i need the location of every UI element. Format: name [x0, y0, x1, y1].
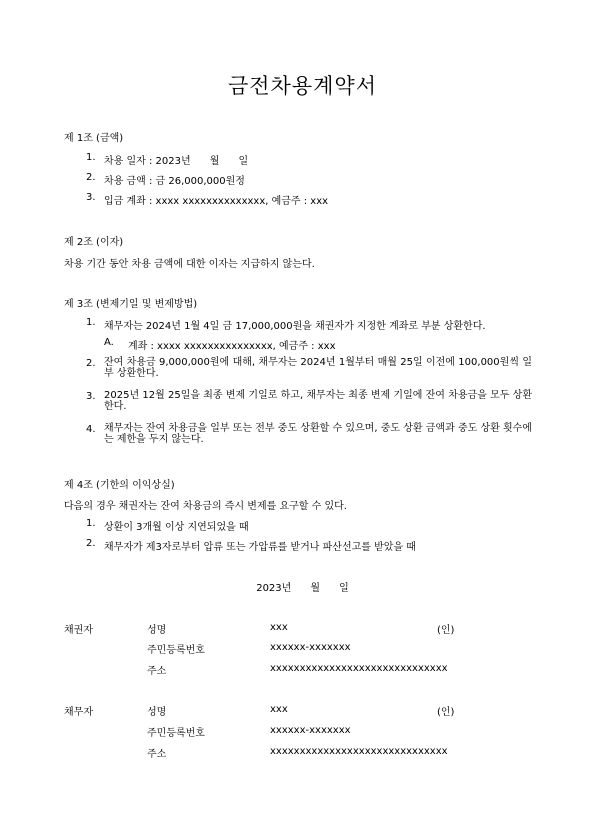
article1-item2-num: 2. [86, 172, 96, 183]
debtor-id-value: xxxxxx-xxxxxxx [270, 725, 351, 736]
debtor-seal: (인) [437, 707, 455, 718]
article3-item4-num: 4. [86, 424, 96, 435]
article4-item2-text: 채무자가 제3자로부터 압류 또는 가압류를 받거나 파산선고를 받았을 때 [104, 542, 416, 553]
debtor-address-value: xxxxxxxxxxxxxxxxxxxxxxxxxxxxxx [270, 746, 448, 757]
article3-item1-num: 1. [86, 317, 96, 328]
article1-item1-num: 1. [86, 152, 96, 163]
article1-item1-text: 차용 일자 : 2023년 월 일 [104, 156, 249, 167]
article3-item3-num: 3. [86, 391, 96, 402]
creditor-id-value: xxxxxx-xxxxxxx [270, 642, 351, 653]
article3-item1-text: 채무자는 2024년 1월 4일 금 17,000,000원을 채권자가 지정한 계좌로 부분 상환한다. [104, 321, 486, 332]
article4-item1-num: 1. [86, 518, 96, 529]
article3-item2-text: 잔여 차용금 9,000,000원에 대해, 채무자는 2024년 1월부터 매월 25일 이전에 100,000원씩 일부 상환한다. [104, 357, 532, 379]
article1-item2-text: 차용 금액 : 금 26,000,000원정 [104, 176, 245, 187]
article3-heading: 제 3조 (변제기일 및 변제방법) [64, 299, 198, 310]
article4-item1-text: 상환이 3개월 이상 지연되었을 때 [104, 522, 249, 533]
creditor-name-value: xxx [270, 622, 288, 633]
creditor-seal: (인) [437, 625, 455, 636]
article3-subitem-a-text: 계좌 : xxxx xxxxxxxxxxxxxxx, 예금주 : xxx [128, 341, 336, 352]
creditor-id-label: 주민등록번호 [147, 645, 205, 656]
article3-item4-text: 채무자는 잔여 차용금을 일부 또는 전부 중도 상환할 수 있으며, 중도 상환 금액과 중도 상환 횟수에는 제한을 두지 않는다. [104, 423, 532, 445]
article3-item2-num: 2. [86, 358, 96, 369]
debtor-address-label: 주소 [147, 749, 167, 760]
article4-heading: 제 4조 (기한의 이익상실) [64, 480, 175, 491]
article1-item3-num: 3. [86, 192, 96, 203]
article2-text: 차용 기간 동안 차용 금액에 대한 이자는 지급하지 않는다. [64, 259, 315, 270]
creditor-address-label: 주소 [147, 666, 167, 677]
debtor-id-label: 주민등록번호 [147, 728, 205, 739]
debtor-name-value: xxx [270, 704, 288, 715]
article2-heading: 제 2조 (이자) [64, 237, 124, 248]
article1-heading: 제 1조 (금액) [64, 133, 124, 144]
debtor-name-label: 성명 [147, 707, 167, 718]
creditor-name-label: 성명 [147, 625, 167, 636]
signing-date: 2023년 월 일 [256, 583, 349, 594]
article4-text: 다음의 경우 채권자는 잔여 차용금의 즉시 변제를 요구할 수 있다. [64, 501, 347, 512]
article3-subitem-a-num: A. [104, 337, 114, 348]
article4-item2-num: 2. [86, 538, 96, 549]
article1-item3-text: 입금 계좌 : xxxx xxxxxxxxxxxxxx, 예금주 : xxx [104, 196, 329, 207]
article3-item3-text: 2025년 12월 25일을 최종 변제 기일로 하고, 채무자는 최종 변제 기일에 잔여 차용금을 모두 상환한다. [104, 390, 532, 412]
creditor-role: 채권자 [64, 625, 93, 636]
creditor-address-value: xxxxxxxxxxxxxxxxxxxxxxxxxxxxxx [270, 663, 448, 674]
document-title: 금전차용계약서 [227, 74, 377, 98]
debtor-role: 채무자 [64, 707, 93, 718]
